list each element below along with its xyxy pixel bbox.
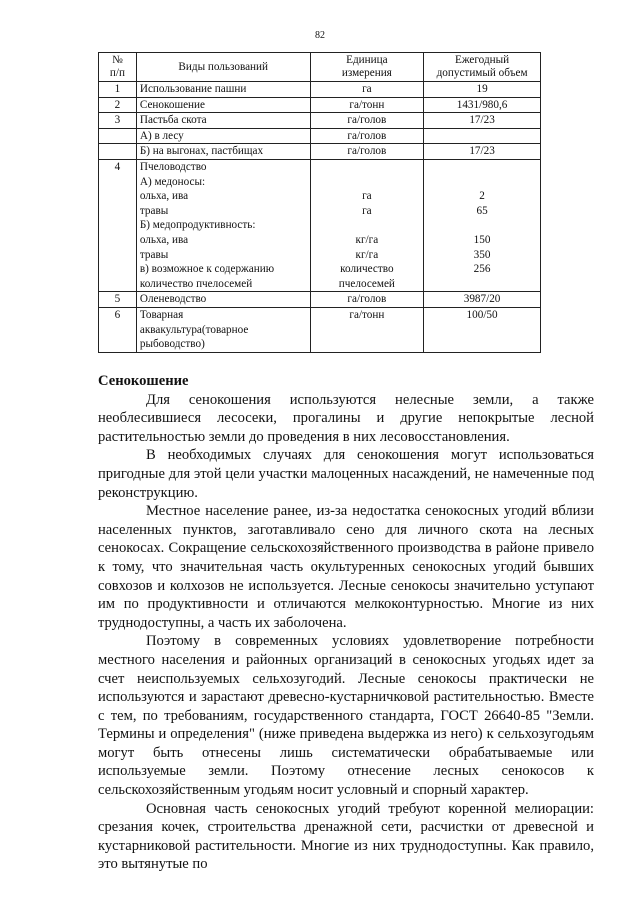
- table-row: [99, 97, 541, 113]
- row-number-cell: 5: [99, 292, 137, 308]
- usage-kind-cell: Оленеводство: [136, 292, 310, 308]
- row-number-cell: 2: [99, 97, 137, 113]
- row-number-cell: [99, 144, 137, 160]
- volume-cell: 1431/980,6: [424, 97, 541, 113]
- haymaking-section: [98, 372, 594, 874]
- usage-kind-cell: Сенокошение: [136, 97, 310, 113]
- usage-kind-cell: Использование пашни: [136, 82, 310, 98]
- unit-cell: га/голов: [310, 292, 424, 308]
- table-row: [99, 113, 541, 129]
- usage-kind-cell: Пастьба скота: [136, 113, 310, 129]
- unit-cell: га/голов: [310, 144, 424, 160]
- usage-table: [98, 52, 541, 353]
- row-number-cell: 4: [99, 159, 137, 291]
- volume-cell: 2 65 150 350 256: [424, 159, 541, 291]
- row-number-cell: 6: [99, 307, 137, 352]
- paragraph: Поэтому в современных условиях удовлетворение потребности местного населения и районных организаций в сенокосных угодьях идет за счет неиспользуемых сельхозугодий. Лесные сенокосы практически не используются и зарастают древесно-кустарничковой растительностью. Вместе с тем, по требованиям, государственного стандарта, ГОСТ 26640-85 "Земли. Термины и определения" (ниже приведена выдержка из него) к сельхозугодьям могут быть отнесены лишь систематически обрабатываемые или используемые земли. Поэтому отнесение лесных сенокосов к сельскохозяйственным угодьям носит условный и спорный характер.: [98, 633, 594, 799]
- paragraph: Основная часть сенокосных угодий требуют коренной мелиорации: срезания кочек, строительства дренажной сети, расчистки от древесной и кустарниковой растительности. Многие из них труднодоступны. Как правило, это вытянутые по: [98, 800, 594, 873]
- volume-cell: 3987/20: [424, 292, 541, 308]
- header-num: № п/п: [99, 53, 137, 82]
- volume-cell: 19: [424, 82, 541, 98]
- paragraph: Местное население ранее, из-за недостатка сенокосных угодий вблизи населенных пунктов, заготавливало сено для личного скота на лесных сенокосах. Сокращение сельскохозяйственного производства в районе привело к тому, что значительная часть окультуренных сенокосных угодий бывших совхозов и колхозов не используется. Лесные сенокосы значительно уступают им по продуктивности и отличаются мелкоконтурностью. Многие из них труднодоступны, а часть их заболочена.: [98, 503, 594, 631]
- volume-cell: 17/23: [424, 144, 541, 160]
- unit-cell: га га кг/га кг/га количество пчелосемей: [310, 159, 424, 291]
- unit-cell: га: [310, 82, 424, 98]
- row-number-cell: 3: [99, 113, 137, 129]
- usage-kind-cell: Б) на выгонах, пастбищах: [136, 144, 310, 160]
- unit-cell: га/голов: [310, 113, 424, 129]
- volume-cell: [424, 128, 541, 144]
- volume-cell: 100/50: [424, 307, 541, 352]
- header-kind: Виды пользований: [136, 53, 310, 82]
- table-row: [99, 292, 541, 308]
- table-row: [99, 159, 541, 291]
- section-title: Сенокошение: [98, 373, 189, 389]
- header-volume: Ежегодный допустимый объем: [424, 53, 541, 82]
- usage-kind-cell: Товарная аквакультура(товарное рыбоводство): [136, 307, 310, 352]
- table-header-row: [99, 53, 541, 82]
- header-unit: Единица измерения: [310, 53, 424, 82]
- usage-kind-cell: Пчеловодство А) медоносы: ольха, ива травы Б) медопродуктивность: ольха, ива травы в) возможное к содержанию количество пчелосемей: [136, 159, 310, 291]
- table-row: [99, 144, 541, 160]
- row-number-cell: [99, 128, 137, 144]
- volume-cell: 17/23: [424, 113, 541, 129]
- usage-kind-cell: А) в лесу: [136, 128, 310, 144]
- row-number-cell: 1: [99, 82, 137, 98]
- paragraph: В необходимых случаях для сенокошения могут использоваться пригодные для этой цели участки малоценных насаждений, не намеченные под реконструкцию.: [98, 447, 594, 501]
- paragraph: Для сенокошения используются нелесные земли, а также необлесившиеся лесосеки, прогалины и другие непокрытые лесной растительностью земли до проведения в них лесовосстановления.: [98, 391, 594, 445]
- unit-cell: га/тонн: [310, 97, 424, 113]
- table-row: [99, 82, 541, 98]
- table-row: [99, 128, 541, 144]
- unit-cell: га/тонн: [310, 307, 424, 352]
- unit-cell: га/голов: [310, 128, 424, 144]
- table-row: [99, 307, 541, 352]
- page-number: 82: [315, 30, 325, 41]
